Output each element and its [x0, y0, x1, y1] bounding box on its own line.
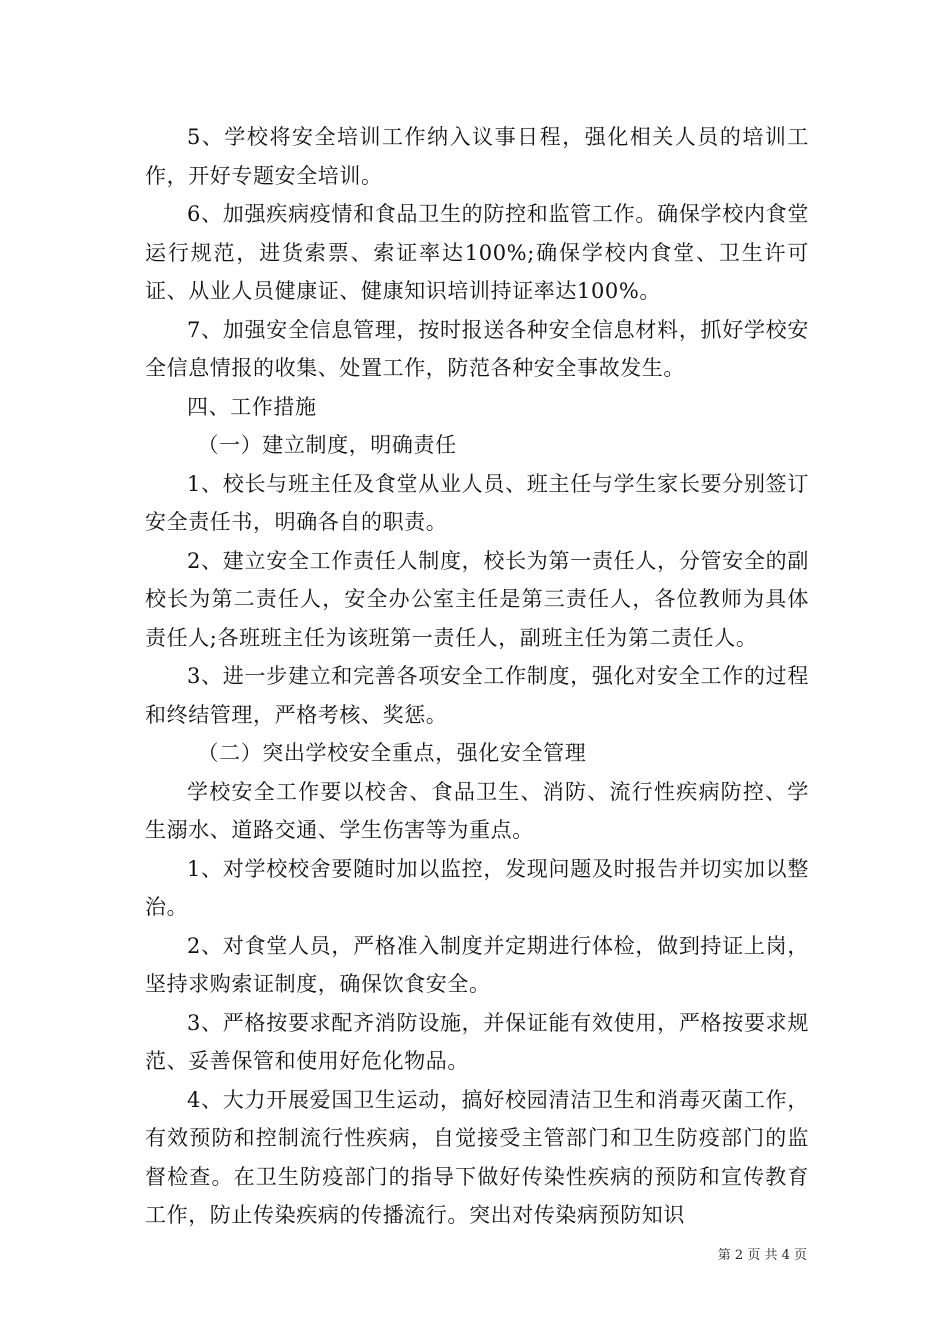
- focus-item-4: 4、大力开展爱国卫生运动，搞好校园清洁卫生和消毒灭菌工作，有效预防和控制流行性疾病，自觉接受主管部门和卫生防疫部门的监督检查。在卫生防疫部门的指导下做好传染性疾病的预防和宣传教育工作，防止传染疾病的传播流行。突出对传染病预防知识: [145, 1087, 809, 1227]
- paragraph-item-5: 5、学校将安全培训工作纳入议事日程，强化相关人员的培训工作，开好专题安全培训。: [145, 125, 809, 188]
- paragraph-item-6: 6、加强疾病疫情和食品卫生的防控和监管工作。确保学校内食堂运行规范，进货索票、索证率达100%;确保学校内食堂、卫生许可证、从业人员健康证、健康知识培训持证率达100%。: [145, 202, 809, 303]
- measure-item-3: 3、进一步建立和完善各项安全工作制度，强化对安全工作的过程和终结管理，严格考核、奖惩。: [145, 664, 809, 727]
- measure-item-2: 2、建立安全工作责任人制度，校长为第一责任人，分管安全的副校长为第二责任人，安全办公室主任是第三责任人，各位教师为具体责任人;各班班主任为该班第一责任人，副班主任为第二责任人。: [145, 548, 809, 650]
- document-body: [145, 118, 809, 1235]
- focus-item-3: 3、严格按要求配齐消防设施，并保证能有效使用，严格按要求规范、妥善保管和使用好危化物品。: [145, 1010, 809, 1073]
- focus-item-1: 1、对学校校舍要随时加以监控，发现问题及时报告并切实加以整治。: [145, 856, 809, 919]
- subsection-heading-2: （二）突出学校安全重点，强化安全管理: [197, 741, 587, 765]
- measure-item-1: 1、校长与班主任及食堂从业人员、班主任与学生家长要分别签订安全责任书，明确各自的职责。: [145, 471, 809, 534]
- safety-focus-intro: 学校安全工作要以校舍、食品卫生、消防、流行性疾病防控、学生溺水、道路交通、学生伤害等为重点。: [145, 779, 809, 842]
- page-number-footer: 第 2 页 共 4 页: [717, 1248, 807, 1263]
- focus-item-2: 2、对食堂人员，严格准入制度并定期进行体检，做到持证上岗，坚持求购索证制度，确保饮食安全。: [145, 933, 809, 996]
- section-heading-work-measures: 四、工作措施: [187, 394, 317, 419]
- subsection-heading-1: （一）建立制度，明确责任: [197, 433, 457, 457]
- paragraph-item-7: 7、加强安全信息管理，按时报送各种安全信息材料，抓好学校安全信息情报的收集、处置工作，防范各种安全事故发生。: [145, 317, 809, 380]
